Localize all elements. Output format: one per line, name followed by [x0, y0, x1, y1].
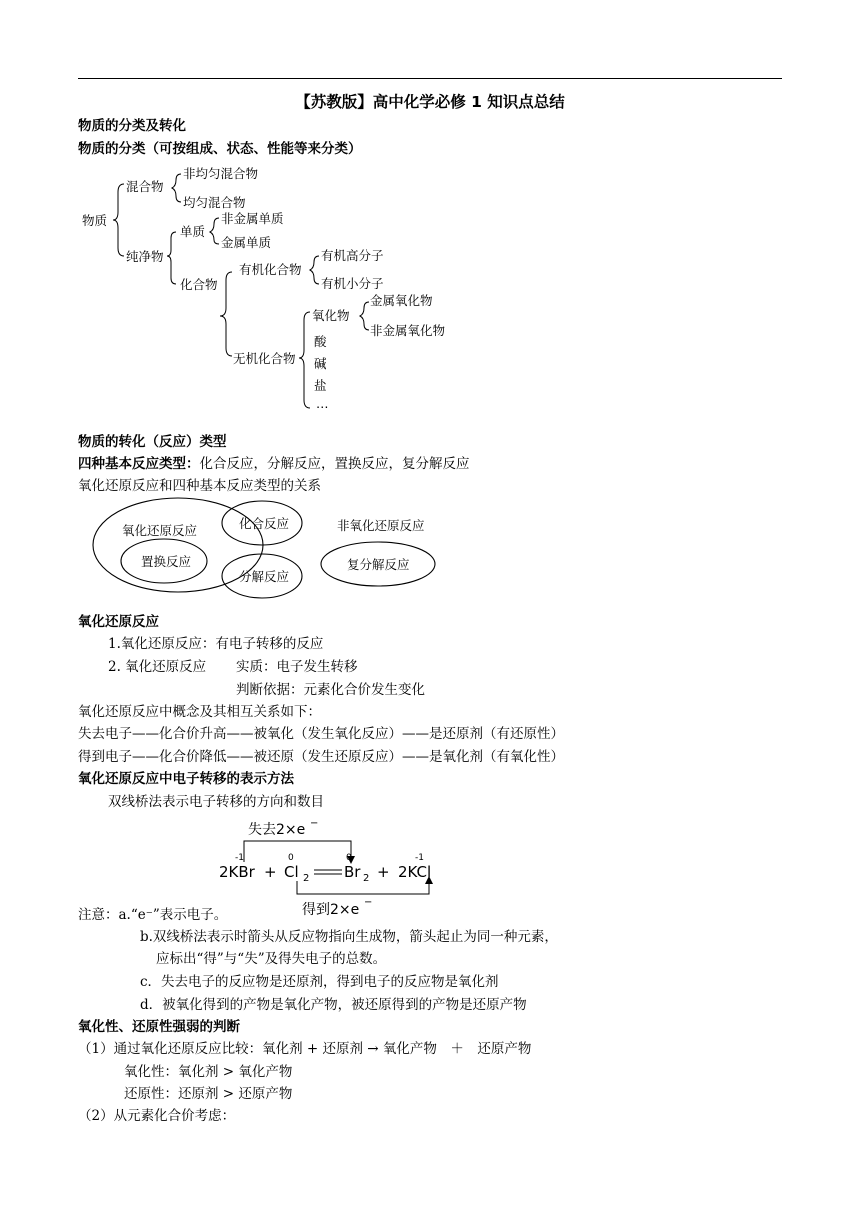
note-d: d．被氧化得到的产物是氧化产物，被还原得到的产物是还原产物: [140, 997, 527, 1013]
tree-inorganic: 无机化合物: [233, 351, 296, 366]
tree-salt: 盐: [314, 378, 327, 393]
tree-acid: 酸: [314, 334, 327, 349]
strength-reducing: 还原性：还原剂 > 还原产物: [124, 1086, 293, 1102]
lose-label: 失去2×e: [248, 822, 306, 838]
classification-subheading: 物质的分类（可按组成、状态、性能等来分类）: [78, 141, 362, 157]
tree-root: 物质: [82, 213, 108, 228]
page-title: 【苏教版】高中化学必修 1 知识点总结: [295, 93, 565, 111]
tree-oxide: 氧化物: [312, 308, 350, 323]
section-heading-reaction-types: 物质的转化（反应）类型: [78, 434, 227, 450]
tree-org-high: 有机高分子: [321, 248, 384, 263]
relation-line: 氧化还原反应和四种基本反应类型的关系: [78, 478, 321, 494]
strength-line-1: （1）通过氧化还原反应比较：氧化剂 + 还原剂 → 氧化产物 ＋ 还原产物: [78, 1041, 532, 1057]
four-types-text: 化合反应，分解反应，置换反应，复分解反应: [199, 456, 470, 472]
tree-mixture: 混合物: [126, 179, 164, 194]
eq-cl-sub: 2: [303, 873, 310, 884]
note-b1: b.双线桥法表示时箭头从反应物指向生成物，箭头起止为同一种元素，: [140, 929, 558, 945]
redox-def: 1.氧化还原反应：有电子转移的反应: [108, 636, 324, 652]
tree-etc: …: [316, 396, 329, 411]
double-bridge-intro: 双线桥法表示电子转移的方向和数目: [108, 794, 324, 810]
tree-nonmetal: 非金属单质: [221, 211, 284, 226]
section-heading-redox: 氧化还原反应: [78, 614, 159, 630]
redox-lose-line: 失去电子——化合价升高——被氧化（发生氧化反应）——是还原剂（有还原性）: [78, 726, 564, 742]
tree-org-small: 有机小分子: [321, 276, 384, 291]
redox-item2: 2. 氧化还原反应: [108, 659, 207, 675]
eq-plus-2: +: [377, 863, 390, 881]
ox-state-br2: 0: [346, 853, 352, 863]
redox-gain-line: 得到电子——化合价降低——被还原（发生还原反应）——是氧化剂（有氧化性）: [78, 749, 564, 765]
venn-decomposition: 分解反应: [239, 569, 290, 584]
lose-label-sup: −: [310, 818, 319, 829]
gain-label-sup: −: [364, 897, 373, 908]
eq-kcl: 2KCl: [398, 863, 432, 881]
tree-metal-oxide: 金属氧化物: [370, 293, 433, 308]
tree-compound: 化合物: [180, 277, 218, 292]
venn-combination: 化合反应: [239, 516, 290, 531]
note-c: c．失去电子的反应物是还原剂，得到电子的反应物是氧化剂: [140, 974, 499, 990]
tree-organic: 有机化合物: [239, 262, 302, 277]
venn-displacement: 置换反应: [141, 554, 192, 569]
tree-metal: 金属单质: [221, 235, 272, 250]
strength-line-2: （2）从元素化合价考虑：: [78, 1108, 236, 1124]
redox-essence: 实质：电子发生转移: [236, 659, 358, 675]
eq-plus-1: +: [264, 863, 277, 881]
tree-pure: 纯净物: [126, 249, 164, 264]
eq-br: Br: [344, 863, 361, 881]
four-types-label: 四种基本反应类型：: [78, 456, 200, 472]
lose-bridge-line: [244, 841, 351, 862]
gain-label: 得到2×e: [302, 902, 360, 918]
tree-nonmetal-oxide: 非金属氧化物: [370, 323, 446, 338]
tree-homo: 均匀混合物: [183, 195, 246, 210]
strength-oxidizing: 氧化性：氧化剂 > 氧化产物: [124, 1064, 293, 1080]
section-heading-electron-transfer: 氧化还原反应中电子转移的表示方法: [78, 771, 294, 787]
venn-double: 复分解反应: [347, 557, 410, 572]
ox-state-cl2: 0: [288, 853, 294, 863]
section-heading-classification: 物质的分类及转化: [78, 118, 186, 134]
eq-br-sub: 2: [363, 873, 370, 884]
venn-redox: 氧化还原反应: [122, 523, 198, 538]
tree-hetero: 非均匀混合物: [183, 166, 259, 181]
section-heading-strength: 氧化性、还原性强弱的判断: [78, 1019, 240, 1035]
note-a: 注意：a.“e⁻”表示电子。: [78, 907, 228, 923]
eq-cl: Cl: [284, 863, 299, 881]
tree-base: 碱: [314, 356, 327, 371]
ox-state-kbr: -1: [235, 853, 244, 863]
redox-concepts: 氧化还原反应中概念及其相互关系如下：: [78, 704, 321, 720]
note-b2: 应标出“得”与“失”及得失电子的总数。: [156, 951, 387, 967]
tree-element: 单质: [180, 224, 206, 239]
venn-nonredox: 非氧化还原反应: [337, 518, 425, 533]
ox-state-kcl: -1: [415, 853, 424, 863]
redox-criterion: 判断依据：元素化合价发生变化: [236, 682, 425, 698]
eq-kbr: 2KBr: [219, 863, 255, 881]
